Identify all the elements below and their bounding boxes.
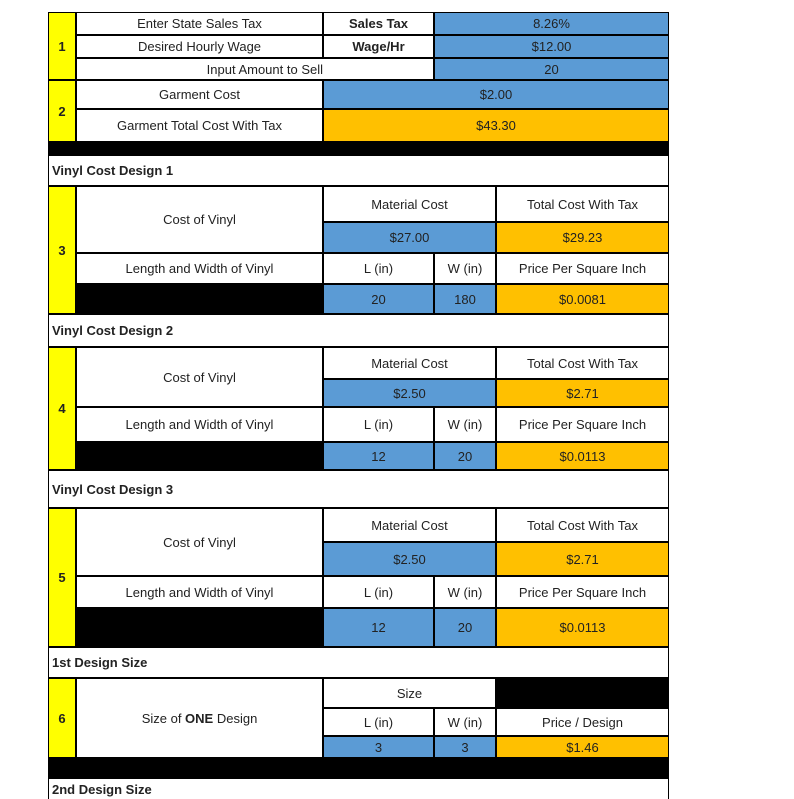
total-cost-value: $2.71: [496, 379, 669, 407]
garment-total-value: $43.30: [323, 109, 669, 142]
cost-of-vinyl-label: Cost of Vinyl: [76, 347, 323, 407]
garment-cost-input[interactable]: $2.00: [323, 80, 669, 109]
section-title-vinyl-2: Vinyl Cost Design 2: [48, 314, 669, 347]
price-per-design-value: $1.46: [496, 736, 669, 758]
label-pre: Size of: [141, 710, 186, 726]
width-header: W (in): [434, 253, 496, 284]
sales-tax-input[interactable]: 8.26%: [434, 12, 669, 35]
price-per-square-inch-value: $0.0113: [496, 442, 669, 470]
row-number-1: 1: [48, 12, 76, 80]
price-per-square-inch-header: Price Per Square Inch: [496, 253, 669, 284]
width-input[interactable]: 20: [434, 442, 496, 470]
material-cost-input[interactable]: $2.50: [323, 542, 496, 576]
total-cost-value: $2.71: [496, 542, 669, 576]
black-filler-cell: [76, 442, 323, 470]
price-per-square-inch-header: Price Per Square Inch: [496, 407, 669, 442]
width-header: W (in): [434, 708, 496, 736]
length-header: L (in): [323, 253, 434, 284]
total-cost-value: $29.23: [496, 222, 669, 253]
material-cost-input[interactable]: $2.50: [323, 379, 496, 407]
amount-to-sell-input[interactable]: 20: [434, 58, 669, 80]
row-number-3: 3: [48, 186, 76, 314]
total-cost-header: Total Cost With Tax: [496, 347, 669, 379]
black-filler-cell: [76, 608, 323, 647]
length-width-label: Length and Width of Vinyl: [76, 576, 323, 608]
label-bold: ONE: [185, 710, 214, 726]
black-filler-cell: [76, 284, 323, 314]
price-per-design-header: Price / Design: [496, 708, 669, 736]
amount-to-sell-label: Input Amount to Sell: [76, 58, 434, 80]
total-cost-header: Total Cost With Tax: [496, 186, 669, 222]
length-input[interactable]: 12: [323, 608, 434, 647]
width-header: W (in): [434, 407, 496, 442]
price-per-square-inch-value: $0.0113: [496, 608, 669, 647]
section-title-design-size-2: 2nd Design Size: [48, 778, 669, 799]
length-width-label: Length and Width of Vinyl: [76, 253, 323, 284]
separator-bar: [48, 142, 669, 155]
length-header: L (in): [323, 407, 434, 442]
label-post: Design: [213, 710, 258, 726]
width-input[interactable]: 180: [434, 284, 496, 314]
length-width-label: Length and Width of Vinyl: [76, 407, 323, 442]
hourly-wage-label: Desired Hourly Wage: [76, 35, 323, 58]
length-input[interactable]: 12: [323, 442, 434, 470]
width-header: W (in): [434, 576, 496, 608]
size-of-one-design-label: [76, 678, 323, 758]
price-per-square-inch-value: $0.0081: [496, 284, 669, 314]
material-cost-header: Material Cost: [323, 508, 496, 542]
total-cost-header: Total Cost With Tax: [496, 508, 669, 542]
cost-of-vinyl-label: Cost of Vinyl: [76, 508, 323, 576]
material-cost-input[interactable]: $27.00: [323, 222, 496, 253]
length-header: L (in): [323, 708, 434, 736]
section-title-vinyl-3: Vinyl Cost Design 3: [48, 470, 669, 508]
design-length-input[interactable]: 3: [323, 736, 434, 758]
row-number-4: 4: [48, 347, 76, 470]
design-width-input[interactable]: 3: [434, 736, 496, 758]
row-number-6: 6: [48, 678, 76, 758]
cost-of-vinyl-label: Cost of Vinyl: [76, 186, 323, 253]
black-filler-cell: [496, 678, 669, 708]
wage-short-label: Wage/Hr: [323, 35, 434, 58]
garment-total-label: Garment Total Cost With Tax: [76, 109, 323, 142]
separator-bar: [48, 758, 669, 778]
length-input[interactable]: 20: [323, 284, 434, 314]
section-title-design-size-1: 1st Design Size: [48, 647, 669, 678]
section-title-vinyl-1: Vinyl Cost Design 1: [48, 155, 669, 186]
hourly-wage-input[interactable]: $12.00: [434, 35, 669, 58]
material-cost-header: Material Cost: [323, 186, 496, 222]
size-header: Size: [323, 678, 496, 708]
width-input[interactable]: 20: [434, 608, 496, 647]
sales-tax-short-label: Sales Tax: [323, 12, 434, 35]
length-header: L (in): [323, 576, 434, 608]
price-per-square-inch-header: Price Per Square Inch: [496, 576, 669, 608]
material-cost-header: Material Cost: [323, 347, 496, 379]
garment-cost-label: Garment Cost: [76, 80, 323, 109]
row-number-5: 5: [48, 508, 76, 647]
row-number-2: 2: [48, 80, 76, 142]
sales-tax-label: Enter State Sales Tax: [76, 12, 323, 35]
